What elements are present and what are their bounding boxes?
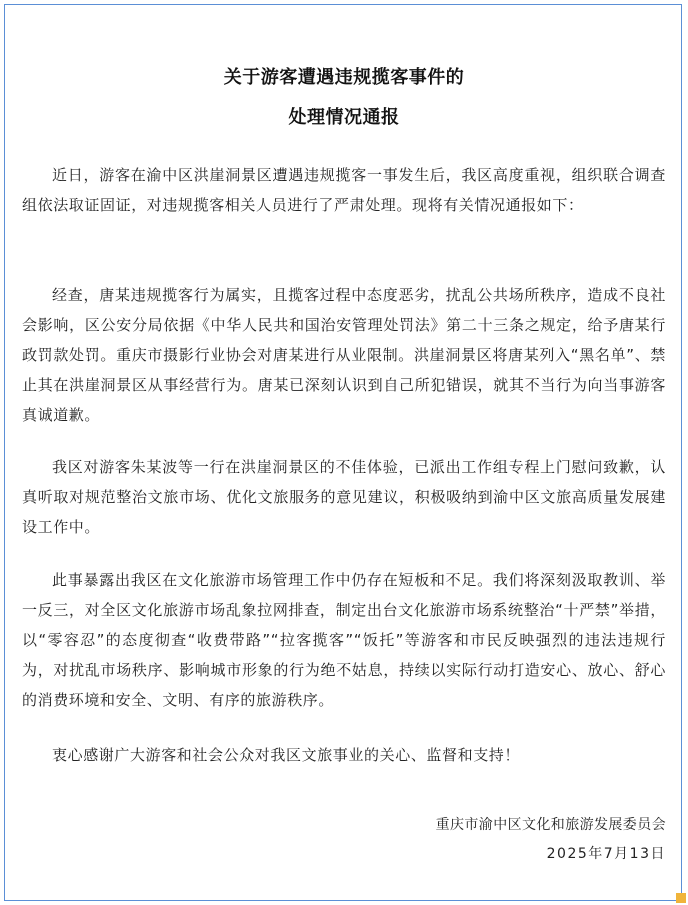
signature-organization: 重庆市渝中区文化和旅游发展委员会: [435, 817, 666, 833]
paragraph-intro: 近日，游客在渝中区洪崖洞景区遭遇违规揽客一事发生后，我区高度重视，组织联合调查组依法取证固证，对违规揽客相关人员进行了严肃处理。现将有关情况通报如下：: [22, 166, 666, 214]
paragraph-measures: 此事暴露出我区在文化旅游市场管理工作中仍存在短板和不足。我们将深刻汲取教训、举一反三，对全区文化旅游市场乱象拉网排查，制定出台文化旅游市场系统整治“十严禁”举措，以“零容忍”的态度彻查“收费带路”“拉客揽客”“饭托”等游客和市民反映强烈的违法违规行为，对扰乱市场秩序、影响城市形象的行为绝不姑息，持续以实际行动打造安心、放心、舒心的消费环境和安全、文明、有序的旅游秩序。: [22, 571, 666, 709]
signature-date: 2025年7月13日: [546, 846, 666, 862]
paragraph-apology: 我区对游客朱某波等一行在洪崖洞景区的不佳体验，已派出工作组专程上门慰问致歉，认真听取对规范整治文旅市场、优化文旅服务的意见建议，积极吸纳到渝中区文旅高质量发展建设工作中。: [22, 458, 666, 536]
notice-title-line-2: 处理情况通报: [288, 107, 400, 128]
paragraph-findings: 经查，唐某违规揽客行为属实，且揽客过程中态度恶劣，扰乱公共场所秩序，造成不良社会影响，区公安分局依据《中华人民共和国治安管理处罚法》第二十三条之规定，给予唐某行政罚款处罚。重庆市摄影行业协会对唐某进行从业限制。洪崖洞景区将唐某列入“黑名单”、禁止其在洪崖洞景区从事经营行为。唐某已深刻认识到自己所犯错误，就其不当行为向当事游客真诚道歉。: [22, 286, 666, 424]
corner-marker: [676, 893, 686, 903]
notice-title-line-1: 关于游客遭遇违规揽客事件的: [223, 67, 465, 88]
paragraph-thanks: 衷心感谢广大游客和社会公众对我区文旅事业的关心、监督和支持！: [52, 746, 521, 764]
